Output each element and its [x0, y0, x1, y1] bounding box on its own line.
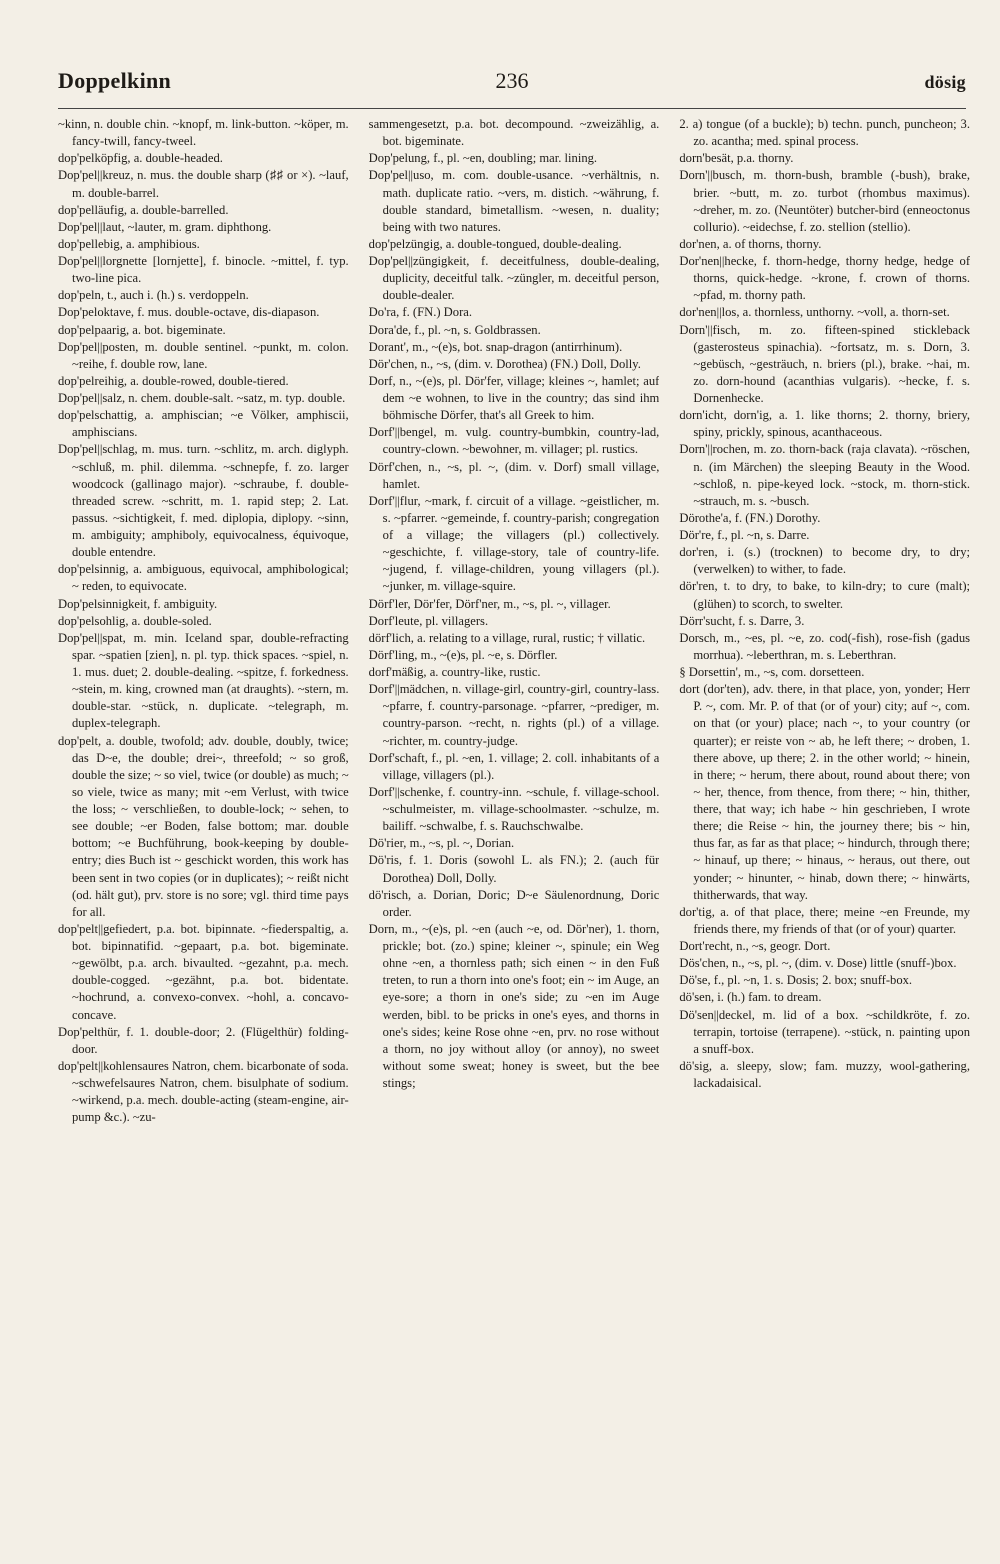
dictionary-entry: dop'pelköpfig, a. double-headed.	[58, 151, 223, 166]
dictionary-entry: Dop'pel||uso, m. com. double-usance. ~verhältnis, n. math. duplicate ratio. ~vers, m. distich. ~währung, f. double standard, bimetallism. ~wesen, n. duality; being with two natures.	[368, 168, 660, 234]
dictionary-entry: Dop'pel||laut, ~lauter, m. gram. diphthong.	[58, 219, 272, 234]
dictionary-entry: Dort'recht, n., ~s, geogr. Dort.	[679, 939, 831, 953]
dictionary-entry: Dora'de, f., pl. ~n, s. Goldbrassen.	[368, 322, 541, 337]
column-1	[58, 116, 349, 1536]
dictionary-entry: dop'pelt, a. double, twofold; adv. double, doubly, twice; das D~e, the double; drei~, threefold; ~ so groß, double the size; ~ so viel, twice (or double) as much; ~ so viele, twice as many; mit ~em Verlust, with twice the loss; ~ verschließen, to double-lock; ~ sehen, to see double; ~er Boden, false bottom; mar. double bottom; ~e Buchführung, book-keeping by double-entry; dies Buch ist ~ geschickt worden, this work has been sent in two copies (or in duplicates); ~ reißt nicht (od. hält gut), prv. store is no sore; vgl. third time pays for all.	[58, 733, 349, 919]
dictionary-entry: Do'ra, f. (FN.) Dora.	[368, 305, 473, 320]
dictionary-entry: Dorf'||flur, ~mark, f. circuit of a village. ~geistlicher, m. s. ~pfarrer. ~gemeinde, f. country-parish; congregation of a village; the villagers (pl.) collectively. ~geschichte, f. village-story, tale of country-life. ~jugend, f. village-children, young villagers (pl.). ~junker, m. village-squire.	[368, 493, 660, 594]
dictionary-entry: dop'pellebig, a. amphibious.	[58, 236, 200, 251]
dictionary-entry: Dorn, m., ~(e)s, pl. ~en (auch ~e, od. Dör'ner), 1. thorn, prickle; bot. (zo.) spine; kleiner ~, spinule; ein Weg ohne ~en, a thornless path; sich einen ~ in den Fuß treten, to run a thorn into one's foot; ein ~ im Auge, an eye-sore; a thorn in one's side; zu ~en im Auge werden, bibl. to be pricks in one's eyes, and thorns in one's sides; keine Rose ohne ~en, prv. no rose without a thorn, no joy without alloy (or annoy), no sweet without some sweat; honey is sweet, but the bee stings;	[368, 921, 660, 1090]
column-3	[679, 116, 970, 1536]
dictionary-entry: dorn'icht, dorn'ig, a. 1. like thorns; 2. thorny, briery, spiny, prickly, spinous, acanthaceous.	[679, 408, 971, 440]
dictionary-entry: dop'pelzüngig, a. double-tongued, double-dealing.	[368, 236, 622, 251]
dictionary-entry: dop'pelschattig, a. amphiscian; ~e Völker, amphiscii, amphiscians.	[58, 408, 349, 440]
dictionary-entry: Dop'pel||züngigkeit, f. deceitfulness, double-dealing, duplicity, deceitful talk. ~züngler, m. deceitful person, double-dealer.	[368, 254, 660, 303]
page-number: 236	[495, 68, 529, 93]
dictionary-entry: Dorf, n., ~(e)s, pl. Dör'fer, village; kleines ~, hamlet; auf dem ~e wohnen, to live in the country; das sind ihm böhmische Dörfer, that's all Greek to him.	[368, 373, 660, 423]
dictionary-entry: Dörf'chen, n., ~s, pl. ~, (dim. v. Dorf) small village, hamlet.	[368, 459, 660, 491]
dictionary-entry: Dorn'||busch, m. thorn-bush, bramble (-bush), brake, brier. ~butt, m. zo. turbot (rhombus maximus). ~dreher, m. zo. (Neuntöter) butcher-bird (enneoctonus collurio). ~eidechse, f. zo. stellion (stellio).	[679, 168, 971, 234]
dictionary-entry: dör'ren, t. to dry, to bake, to kiln-dry; to cure (malt); (glühen) to scorch, to swelter.	[679, 579, 971, 611]
columns	[58, 116, 970, 1536]
dictionary-entry: Dorant', m., ~(e)s, bot. snap-dragon (antirrhinum).	[368, 339, 623, 354]
dictionary-entry: Dorf'||mädchen, n. village-girl, country-girl, country-lass. ~pfarre, f. country-parsonage. ~pfarrer, ~prediger, m. country-parson. ~recht, n. rights (pl.) of a village. ~richter, m. country-judge.	[368, 682, 660, 748]
dictionary-entry: Dop'pel||lorgnette [lornjette], f. binocle. ~mittel, f. typ. two-line pica.	[58, 254, 349, 286]
dictionary-entry: dop'pelsohlig, a. double-soled.	[58, 613, 212, 628]
header-guide-word-left: Doppelkinn	[58, 68, 172, 93]
dictionary-entry: Dös'chen, n., ~s, pl. ~, (dim. v. Dose) little (snuff-)box.	[679, 956, 957, 971]
dictionary-entry: Dop'pelthür, f. 1. double-door; 2. (Flügelthür) folding-door.	[58, 1024, 349, 1056]
column-2	[369, 116, 660, 1536]
running-header	[58, 68, 966, 102]
dictionary-entry: Dö'rier, m., ~s, pl. ~, Dorian.	[368, 836, 515, 851]
dictionary-entry: dop'pelpaarig, a. bot. bigeminate.	[58, 322, 226, 337]
dictionary-entry: dop'pelläufig, a. double-barrelled.	[58, 202, 229, 217]
dictionary-entry: dö'sig, a. sleepy, slow; fam. muzzy, wool-gathering, lackadaisical.	[679, 1058, 971, 1090]
dictionary-entry: Dörothe'a, f. (FN.) Dorothy.	[679, 510, 821, 525]
dictionary-entry: sammengesetzt, p.a. bot. decompound. ~zweizählig, a. bot. bigeminate.	[368, 117, 660, 149]
dictionary-entry: Dop'pel||spat, m. min. Iceland spar, double-refracting spar. ~spatien [zien], n. pl. typ. thick spaces. ~spiel, n. 1. mus. duet; 2. double-dealing. ~spitze, f. forkedness. ~stein, m. king, crowned man (at draughts). ~stern, m. double-star. ~stück, n. duplicate. ~telegraph, m. duplex-telegraph.	[58, 630, 349, 731]
dictionary-entry: dorn'besät, p.a. thorny.	[679, 151, 794, 166]
dictionary-entry: Dö'sen||deckel, m. lid of a box. ~schildkröte, f. zo. terrapin, tortoise (terrapene). ~stück, n. painting upon a snuff-box.	[679, 1007, 971, 1056]
dictionary-entry: dop'pelt||kohlensaures Natron, chem. bicarbonate of soda. ~schwefelsaures Natron, chem. bisulphate of sodium. ~wirkend, p.a. mech. double-acting (steam-engine, air-pump &c.). ~zu-	[58, 1058, 349, 1125]
header-rule	[58, 108, 966, 109]
dictionary-entry: Dop'peloktave, f. mus. double-octave, dis-diapason.	[58, 305, 320, 320]
dictionary-entry: Dop'pelung, f., pl. ~en, doubling; mar. lining.	[368, 151, 598, 166]
dictionary-entry: Dör'chen, n., ~s, (dim. v. Dorothea) (FN.) Doll, Dolly.	[368, 356, 641, 371]
dictionary-entry: Dö'ris, f. 1. Doris (sowohl L. als FN.); 2. (auch für Dorothea) Doll, Dolly.	[368, 853, 660, 885]
dictionary-entry: Dorn'||fisch, m. zo. fifteen-spined stickleback (gasterosteus spinachia). ~fortsatz, m. s. Dorn, 3. ~gebüsch, ~gesträuch, n. briers (pl.), brake. ~hai, m. zo. dorn-hound (acanthias vulgaris). ~hecke, f. s. Dornenhecke.	[679, 322, 971, 405]
dictionary-entry: dor'tig, a. of that place, there; meine ~en Freunde, my friends there, my friends of that (or of your) quarter.	[679, 904, 971, 936]
dictionary-entry: dorf'mäßig, a. country-like, rustic.	[368, 665, 541, 679]
dictionary-entry: Dorsch, m., ~es, pl. ~e, zo. cod(-fish), rose-fish (gadus morrhua). ~leberthran, m. s. Leberthran.	[679, 630, 971, 662]
header-guide-word-right: dösig	[924, 72, 966, 92]
dictionary-entry: dop'pelreihig, a. double-rowed, double-tiered.	[58, 373, 289, 388]
dictionary-entry: Dop'pel||schlag, m. mus. turn. ~schlitz, m. arch. diglyph. ~schluß, m. phil. dilemma. ~schnepfe, f. zo. larger woodcock (gallinago major). ~schraube, f. double-threaded screw. ~schritt, m. 1. rapid step; 2. Lat. passus. ~sichtigkeit, f. med. diplopia, diplopy. ~sinn, m. ambiguity; amphiboly, equivocalness, équivoque, double entendre.	[58, 442, 349, 560]
dictionary-entry: Dörr'sucht, f. s. Darre, 3.	[679, 613, 805, 628]
dictionary-entry: Dö'se, f., pl. ~n, 1. s. Dosis; 2. box; snuff-box.	[679, 973, 913, 988]
dictionary-entry: Dorf'||bengel, m. vulg. country-bumbkin, country-lad, country-clown. ~bewohner, m. villager; pl. rustics.	[368, 425, 660, 457]
dictionary-entry: Dörf'ler, Dör'fer, Dörf'ner, m., ~s, pl. ~, villager.	[368, 596, 611, 611]
dictionary-entry: Dorn'||rochen, m. zo. thorn-back (raja clavata). ~röschen, n. (im Märchen) the sleeping Beauty in the Wood. ~schloß, n. pipe-keyed lock. ~stock, m. thorn-stick. ~strauch, m. s. ~busch.	[679, 442, 971, 508]
dictionary-entry: Dorf'leute, pl. villagers.	[368, 613, 489, 628]
dictionary-entry: dor'nen, a. of thorns, thorny.	[679, 236, 822, 251]
dictionary-entry: dö'risch, a. Dorian, Doric; D~e Säulenordnung, Doric order.	[368, 887, 660, 919]
dictionary-entry: Dör're, f., pl. ~n, s. Darre.	[679, 528, 810, 542]
dictionary-entry: dort (dor'ten), adv. there, in that place, yon, yonder; Herr P. ~, com. Mr. P. of that (or of your) city; auf ~, com. on that (or your) place; nach ~, to your country (or quarter); er reiste von ~ ab, he left there; ~ droben, 1. there above, up there; 2. in the other world; ~ hinein, in there; ~ herum, there about, round about there; von ~ her, thence, from thence, from there; ~ hin, thither, there, that way; ich habe ~ hin geschrieben, I wrote there; die Reise ~ hin, the journey there; bis ~ hin, thus far, as far as that place; ~ hindurch, through there; ~ hinauf, up there; ~ hinaus, ~ heraus, out there, out yonder; ~ hinunter, ~ hinab, down there; ~ hinwärts, thitherwards, that way.	[679, 682, 971, 902]
dictionary-entry: Dörf'ling, m., ~(e)s, pl. ~e, s. Dörfler.	[368, 647, 558, 662]
dictionary-entry: Dop'pel||posten, m. double sentinel. ~punkt, m. colon. ~reihe, f. double row, lane.	[58, 339, 349, 371]
dictionary-entry: § Dorsettin', m., ~s, com. dorsetteen.	[679, 665, 865, 679]
dictionary-entry: Dop'pel||kreuz, n. mus. the double sharp (♯♯ or ×). ~lauf, m. double-barrel.	[58, 168, 349, 200]
dictionary-entry: dop'peln, t., auch i. (h.) s. verdoppeln.	[58, 288, 249, 303]
dictionary-entry: dörf'lich, a. relating to a village, rural, rustic; † villatic.	[368, 630, 646, 645]
dictionary-entry: dor'ren, i. (s.) (trocknen) to become dry, to dry; (verwelken) to wither, to fade.	[679, 545, 971, 577]
dictionary-entry: dö'sen, i. (h.) fam. to dream.	[679, 990, 822, 1005]
dictionary-entry: Dorf'schaft, f., pl. ~en, 1. village; 2. coll. inhabitants of a village, villagers (pl.).	[368, 750, 660, 782]
dictionary-entry: Dop'pelsinnigkeit, f. ambiguity.	[58, 596, 218, 611]
dictionary-entry: Dor'nen||hecke, f. thorn-hedge, thorny hedge, hedge of thorns, quick-hedge. ~krone, f. crown of thorns. ~pfad, m. thorny path.	[679, 254, 971, 303]
dictionary-entry: dop'pelsinnig, a. ambiguous, equivocal, amphibological; ~ reden, to equivocate.	[58, 562, 349, 594]
dictionary-entry: ~kinn, n. double chin. ~knopf, m. link-button. ~köper, m. fancy-twill, fancy-tweel.	[58, 117, 349, 149]
dictionary-entry: dor'nen||los, a. thornless, unthorny. ~voll, a. thorn-set.	[679, 305, 950, 320]
dictionary-entry: dop'pelt||gefiedert, p.a. bot. bipinnate. ~fiederspaltig, a. bot. bipinnatifid. ~gepaart, p.a. bot. bigeminate. ~gewölbt, p.a. arch. bivaulted. ~gezahnt, p.a. mech. double-cogged. ~gezähnt, p.a. bot. bidentate. ~hochrund, a. convexo-convex. ~hohl, a. concavo-concave.	[58, 921, 349, 1022]
dictionary-entry: Dop'pel||salz, n. chem. double-salt. ~satz, m. typ. double.	[58, 391, 346, 405]
dictionary-entry: 2. a) tongue (of a buckle); b) techn. punch, puncheon; 3. zo. acantha; med. spinal process.	[679, 117, 971, 149]
dictionary-entry: Dorf'||schenke, f. country-inn. ~schule, f. village-school. ~schulmeister, m. village-schoolmaster. ~schulze, m. bailiff. ~schwalbe, f. s. Rauchschwalbe.	[368, 784, 660, 834]
